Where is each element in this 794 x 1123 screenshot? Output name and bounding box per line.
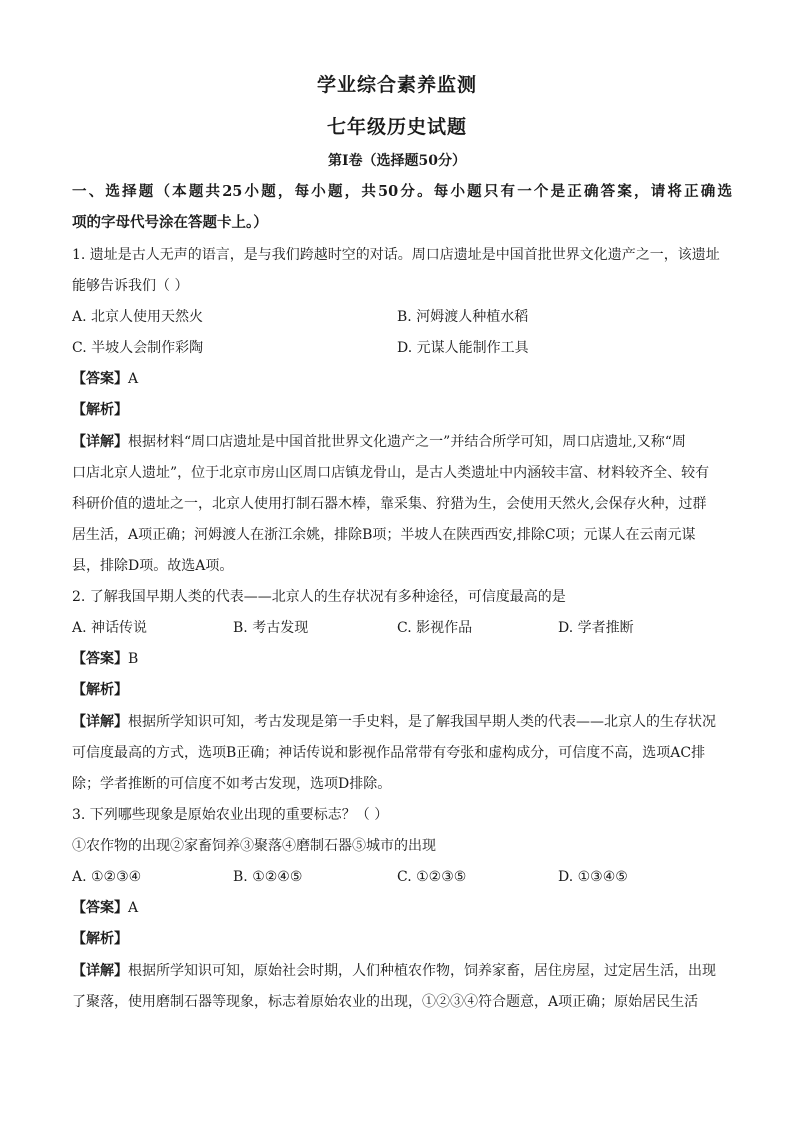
answer-value: B — [128, 651, 139, 667]
detail-text: 根据所学知识可知，原始社会时期，人们种植农作物，饲养家畜，居住房屋，过定居生活，出现 — [128, 963, 716, 979]
q3-option-d: D. ①③④⑤ — [558, 869, 628, 885]
answer-tag: 【答案】 — [72, 651, 128, 667]
q1-detail-line-2: 口店北京人遗址”，位于北京市房山区周口店镇龙骨山，是古人类遗址中内涵较丰富、材料较齐全、较有 — [72, 465, 710, 481]
q3-option-a: A. ①②③④ — [72, 869, 142, 885]
q1-stem-line-2: 能够告诉我们（ ） — [72, 278, 189, 294]
answer-tag: 【答案】 — [72, 371, 128, 387]
q2-detail-line-2: 可信度最高的方式，选项B正确；神话传说和影视作品常带有夸张和虚构成分，可信度不高，选项AC排 — [72, 745, 706, 761]
detail-text: 根据材料“周口店遗址是中国首批世界文化遗产之一”并结合所学可知，周口店遗址,又称“周 — [128, 434, 686, 450]
section-instruction-line-2: 项的字母代号涂在答题卡上。） — [72, 214, 268, 231]
volume-heading: 第Ⅰ卷（选择题50分） — [327, 153, 467, 169]
q1-detail-line-3: 科研价值的遗址之一，北京人使用打制石器木棒，靠采集、狩猎为生，会使用天然火,会保存火种，过群 — [72, 496, 707, 512]
q2-stem: 2. 了解我国早期人类的代表——北京人的生存状况有多种途径，可信度最高的是 — [72, 589, 566, 605]
detail-tag: 【详解】 — [72, 434, 128, 450]
detail-tag: 【详解】 — [72, 714, 128, 730]
q1-analysis-tag: 【解析】 — [72, 402, 128, 418]
q2-option-d: D. 学者推断 — [558, 620, 634, 636]
q1-option-a: A. 北京人使用天然火 — [72, 309, 204, 325]
q2-detail-line-3: 除；学者推断的可信度不如考古发现，选项D排除。 — [72, 776, 392, 792]
q2-option-a: A. 神话传说 — [72, 620, 148, 636]
q3-option-b: B. ①②④⑤ — [233, 869, 303, 885]
q3-option-c: C. ①②③⑤ — [397, 869, 467, 885]
page-subtitle: 七年级历史试题 — [326, 116, 467, 138]
q2-analysis-tag: 【解析】 — [72, 682, 128, 698]
q3-detail-line-2: 了聚落，使用磨制石器等现象，标志着原始农业的出现，①②③④符合题意，A项正确；原始居民生活 — [72, 994, 699, 1010]
page-title: 学业综合素养监测 — [316, 74, 477, 96]
q1-option-b: B. 河姆渡人种植水稻 — [397, 309, 529, 325]
q1-stem-line-1: 1. 遗址是古人无声的语言，是与我们跨越时空的对话。周口店遗址是中国首批世界文化遗产之一，该遗址 — [72, 247, 720, 263]
q2-answer — [72, 649, 732, 669]
q1-option-d: D. 元谋人能制作工具 — [397, 340, 529, 356]
q1-detail-line-4: 居生活，A项正确；河姆渡人在浙江余姚，排除B项；半坡人在陕西西安,排除C项；元谋人在云南元谋 — [72, 527, 696, 543]
q2-option-b: B. 考古发现 — [233, 620, 309, 636]
q3-analysis-tag: 【解析】 — [72, 931, 128, 947]
section-instruction-line-1: 一、选择题（本题共25小题，每小题，共50分。每小题只有一个是正确答案，请将正确选 — [72, 183, 732, 200]
q2-option-c: C. 影视作品 — [397, 620, 473, 636]
q1-detail-line-5: 县，排除D项。故选A项。 — [72, 558, 234, 574]
detail-text: 根据所学知识可知，考古发现是第一手史料，是了解我国早期人类的代表——北京人的生存状况 — [128, 714, 716, 730]
q3-answer — [72, 898, 732, 918]
q3-items: ①农作物的出现②家畜饲养③聚落④磨制石器⑤城市的出现 — [72, 838, 436, 854]
q1-answer — [72, 369, 732, 389]
q2-detail-line-1 — [72, 712, 732, 732]
answer-tag: 【答案】 — [72, 900, 128, 916]
answer-value: A — [128, 900, 139, 916]
q1-detail-line-1 — [72, 432, 732, 452]
detail-tag: 【详解】 — [72, 963, 128, 979]
q3-stem: 3. 下列哪些现象是原始农业出现的重要标志？（ ） — [72, 807, 389, 823]
q1-option-c: C. 半坡人会制作彩陶 — [72, 340, 204, 356]
q3-detail-line-1 — [72, 961, 732, 981]
answer-value: A — [128, 371, 139, 387]
